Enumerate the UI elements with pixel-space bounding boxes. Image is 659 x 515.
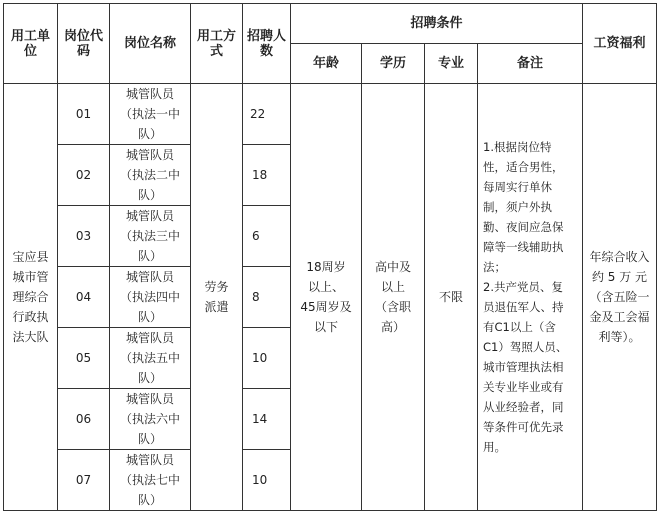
headcount-cell: 18 (243, 145, 291, 206)
remarks-cell-line: 等条件可优先录 (483, 420, 564, 434)
post-name-cell-line: （执法七中 (119, 473, 180, 487)
remarks-cell-line: C1）驾照人员、 (483, 340, 568, 354)
post-name-cell-line: 队） (137, 493, 162, 507)
headcount-cell: 22 (243, 84, 291, 145)
post-name-cell-line: 队） (137, 127, 162, 141)
recruitment-table (3, 3, 657, 511)
age-cell-line: 45周岁及 (300, 300, 352, 314)
post-code-cell: 05 (58, 328, 110, 389)
employment-type-cell-line: 派遣 (204, 300, 229, 314)
post-name-cell-line: 队） (137, 432, 162, 446)
post-code-cell: 01 (58, 84, 110, 145)
table-row (4, 84, 657, 145)
header-remarks: 备注 (478, 44, 583, 84)
post-name-cell-line: （执法五中 (119, 351, 180, 365)
headcount-cell: 14 (243, 389, 291, 450)
post-name-cell-line: （执法六中 (119, 412, 180, 426)
post-name-cell (110, 328, 191, 389)
unit-cell-line: 法大队 (12, 330, 49, 344)
education-cell-line: （含职 (374, 300, 411, 314)
post-code-cell: 04 (58, 267, 110, 328)
post-name-cell (110, 206, 191, 267)
salary-cell-line: 金及工会福 (589, 310, 650, 324)
headcount-cell: 10 (243, 450, 291, 511)
header-salary: 工资福利 (583, 4, 657, 84)
employment-type-cell (191, 84, 243, 511)
remarks-cell-line: 2.共产党员、复 (483, 280, 563, 294)
header-education: 学历 (362, 44, 425, 84)
age-cell-line: 以上、 (307, 280, 344, 294)
education-cell-line: 以上 (380, 280, 405, 294)
post-name-cell-line: 城管队员 (125, 392, 174, 406)
remarks-cell-line: 用。 (483, 440, 506, 454)
remarks-cell-line: 性，适合男性， (483, 160, 564, 174)
remarks-cell-line: 法； (483, 260, 506, 274)
unit-cell-line: 宝应县 (12, 250, 49, 264)
remarks-cell (478, 84, 583, 511)
remarks-cell-line: 从业经验者，同 (483, 400, 564, 414)
remarks-cell-line: 员退伍军人、持 (483, 300, 564, 314)
salary-cell-line: 利等）。 (598, 330, 641, 344)
header-headcount: 招聘人数 (243, 4, 291, 84)
unit-cell-line: 城市管 (12, 270, 49, 284)
post-name-cell-line: 城管队员 (125, 209, 174, 223)
headcount-cell: 10 (243, 328, 291, 389)
remarks-cell-line: 关专业毕业或有 (483, 380, 564, 394)
post-name-cell (110, 450, 191, 511)
header-conditions: 招聘条件 (291, 4, 583, 44)
remarks-cell-line: 城市管理执法相 (483, 360, 564, 374)
headcount-cell: 6 (243, 206, 291, 267)
post-code-cell: 03 (58, 206, 110, 267)
employment-type-cell-line: 劳务 (204, 280, 229, 294)
post-name-cell-line: （执法三中 (119, 229, 180, 243)
post-name-cell-line: 城管队员 (125, 87, 174, 101)
unit-cell-line: 理综合 (12, 290, 49, 304)
post-code-cell: 02 (58, 145, 110, 206)
remarks-cell-line: 障等一线辅助执 (483, 240, 564, 254)
table-body (4, 84, 657, 511)
remarks-cell-line: 有C1以上（含 (483, 320, 556, 334)
post-name-cell-line: 城管队员 (125, 148, 174, 162)
remarks-cell-line: 勤、夜间应急保 (483, 220, 564, 234)
header-age: 年龄 (291, 44, 362, 84)
post-name-cell (110, 145, 191, 206)
remarks-cell-line: 1.根据岗位特 (483, 140, 552, 154)
post-name-cell-line: （执法四中 (119, 290, 180, 304)
post-name-cell (110, 389, 191, 450)
post-name-cell-line: 队） (137, 310, 162, 324)
header-unit: 用工单位 (4, 4, 58, 84)
education-cell (362, 84, 425, 511)
salary-cell-line: 约 5 万 元 (591, 270, 648, 284)
remarks-cell-line: 制，须户外执 (483, 200, 552, 214)
header-employment-type: 用工方式 (191, 4, 243, 84)
unit-cell (4, 84, 58, 511)
post-name-cell-line: 城管队员 (125, 453, 174, 467)
post-name-cell-line: （执法二中 (119, 168, 180, 182)
age-cell (291, 84, 362, 511)
major-cell: 不限 (425, 84, 478, 511)
education-cell-line: 高中及 (374, 260, 411, 274)
remarks-cell-line: 每周实行单休 (483, 180, 552, 194)
header-major: 专业 (425, 44, 478, 84)
post-name-cell-line: 队） (137, 188, 162, 202)
salary-cell-line: （含五险一 (589, 290, 650, 304)
post-code-cell: 06 (58, 389, 110, 450)
post-name-cell-line: 队） (137, 249, 162, 263)
post-code-cell: 07 (58, 450, 110, 511)
header-post-code: 岗位代码 (58, 4, 110, 84)
unit-cell-line: 行政执 (12, 310, 49, 324)
post-name-cell-line: 城管队员 (125, 331, 174, 345)
header-post-name: 岗位名称 (110, 4, 191, 84)
post-name-cell (110, 84, 191, 145)
post-name-cell-line: （执法一中 (119, 107, 180, 121)
age-cell-line: 18周岁 (306, 260, 346, 274)
age-cell-line: 以下 (313, 320, 338, 334)
headcount-cell: 8 (243, 267, 291, 328)
post-name-cell-line: 队） (137, 371, 162, 385)
post-name-cell-line: 城管队员 (125, 270, 174, 284)
salary-cell (583, 84, 657, 511)
header-row-1 (4, 4, 657, 44)
education-cell-line: 高） (380, 320, 405, 334)
salary-cell-line: 年综合收入 (589, 250, 650, 264)
post-name-cell (110, 267, 191, 328)
